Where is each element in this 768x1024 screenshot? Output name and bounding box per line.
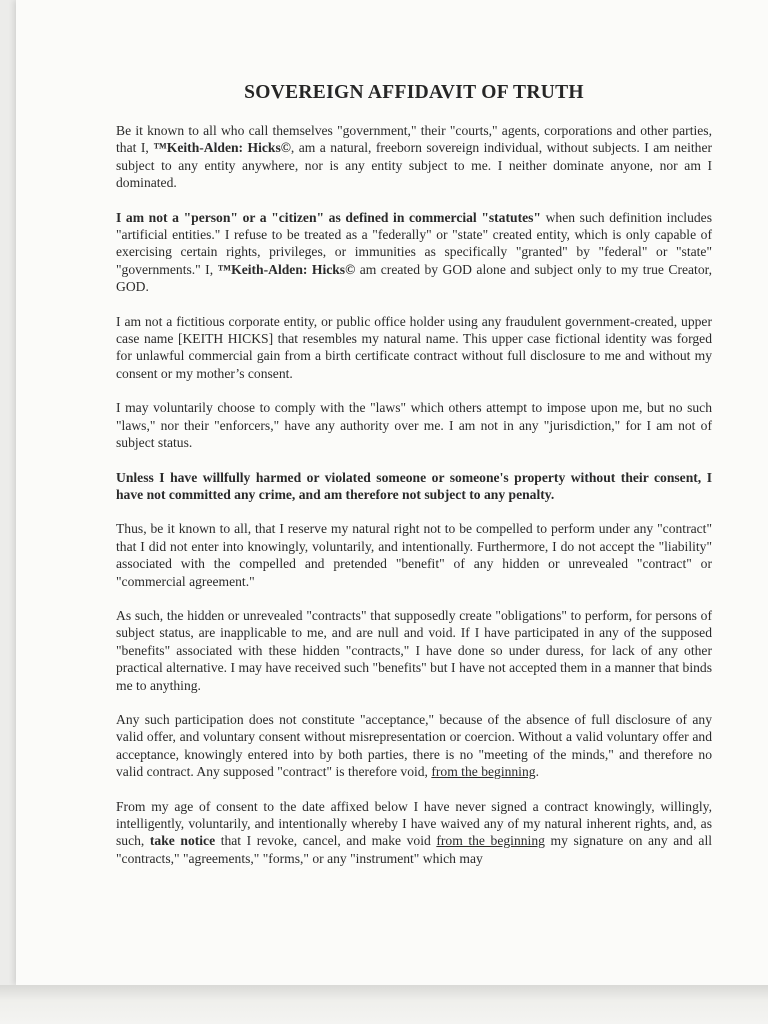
p1-name: ™Keith-Alden: Hicks© <box>153 140 291 156</box>
paragraph-2 <box>116 209 712 296</box>
paragraph-7: As such, the hidden or unrevealed "contracts" that supposedly create "obligations" to perform, for persons of subject status, are inapplicable to me, and are null and void. If I have participated in any of the supposed "benefits" associated with these hidden "contracts," I have done so under duress, for lack of any other practical alternative. I may have received such "benefits" but I have not accepted them in a manner that binds me to anything. <box>116 607 712 693</box>
p8-text-b: . <box>535 764 539 780</box>
document-page <box>16 0 768 985</box>
document-title: SOVEREIGN AFFIDAVIT OF TRUTH <box>244 82 584 103</box>
paragraph-3: I am not a fictitious corporate entity, or public office holder using any fraudulent government-created, upper case name [KEITH HICKS] that resembles my natural name. This upper case fictional identity was forged for unlawful commercial gain from a birth certificate contract without full disclosure to me and without my consent or my mother’s consent. <box>116 313 712 381</box>
p2-lead: I am not a "person" or a "citizen" as defined in commercial "statutes" <box>116 209 541 225</box>
p9-underline: from the beginning <box>436 833 545 849</box>
p2-name: ™Keith-Alden: Hicks© <box>217 261 356 277</box>
p9-text-b: that I revoke, cancel, and make void <box>215 833 437 849</box>
affidavit-body <box>116 82 712 884</box>
p1-text-b: , am a natural, freeborn sovereign individual, without subjects. I am neither subject to any entity anywhere, nor is any entity subject to me. I neither dominate anyone, nor am I dominated. <box>116 140 712 191</box>
scan-bottom-edge <box>0 985 768 1024</box>
p8-underline: from the beginning <box>431 764 536 780</box>
p9-text-c: my signature on any and all "contracts," "agreements," "forms," or any "instrument" which may <box>116 833 713 866</box>
p2-text-b: am created by GOD alone and subject only to my true Creator, GOD. <box>116 261 713 295</box>
paragraph-5 <box>116 469 712 504</box>
p9-take-notice: take notice <box>149 833 216 849</box>
paragraph-6: Thus, be it known to all, that I reserve my natural right not to be compelled to perform under any "contract" that I did not enter into knowingly, voluntarily, and intentionally. Furthermore, I do not accept the "liability" associated with the compelled and pretended "benefit" of any hidden or unrevealed "contract" or "commercial agreement." <box>116 521 712 589</box>
paragraph-8 <box>116 711 712 781</box>
p5-bold-text: Unless I have willfully harmed or violated someone or someone's property without their consent, I have not committed any crime, and am therefore not subject to any penalty. <box>116 469 712 502</box>
p2-text-a: when such definition includes "artificial entities." I refuse to be treated as a "federally" or "state" created entity, which is only capable of exercising certain rights, privileges, or immunities as specifically "granted" by "federal" or "state" "governments." I, <box>116 209 712 277</box>
p1-text-a: Be it known to all who call themselves "government," their "courts," agents, corporations and other parties, that I, <box>116 123 712 156</box>
p9-text-a: From my age of consent to the date affixed below I have never signed a contract knowingly, willingly, intelligently, voluntarily, and intentionally whereby I have waived any of my natural inherent rights, and, as such, <box>116 798 712 849</box>
paragraph-9 <box>116 798 712 868</box>
p8-text-a: Any such participation does not constitute "acceptance," because of the absence of full disclosure of any valid offer, and voluntary consent without misrepresentation or coercion. Without a valid voluntary offer and acceptance, knowingly entered into by both parties, there is no "meeting of the minds," and therefore no valid contract. Any supposed "contract" is therefore void, <box>116 711 712 780</box>
paragraph-1 <box>116 122 712 192</box>
paragraph-4: I may voluntarily choose to comply with the "laws" which others attempt to impose upon me, but no such "laws," nor their "enforcers," have any authority over me. I am not in any "jurisdiction," for I am not of subject status. <box>116 400 712 451</box>
